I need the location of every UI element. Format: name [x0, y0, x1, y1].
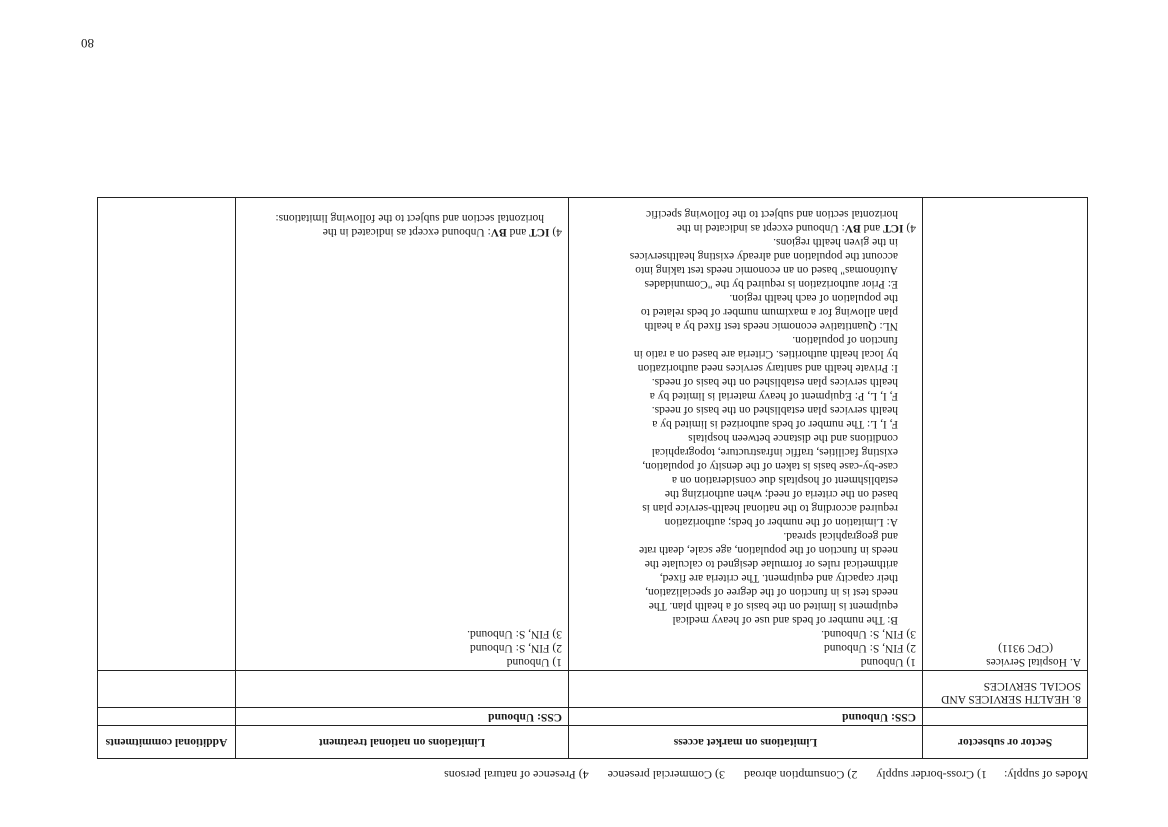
nt-mode-4: [242, 225, 562, 238]
sector-title: 8. HEALTH SERVICES AND SOCIAL SERVICES: [923, 671, 1088, 708]
ma-detail-line: arithmetical rules or formulae designed to calculate the: [644, 558, 898, 570]
national-treatment-cell: [236, 198, 569, 671]
ma-mode-2: 2) FIN, S: Unbound: [823, 642, 916, 654]
schedule-table: [97, 197, 1088, 759]
css-sector-cell: [923, 708, 1088, 726]
nt-mode-1: 1) Unbound: [506, 656, 562, 668]
nt-m4-ict: ICT: [529, 226, 550, 238]
nt-mode-3: 3) FIN, S: Unbound.: [467, 628, 562, 640]
ma-detail-line: F, I, L: The number of beds authorized is limited by a: [652, 418, 898, 430]
ma-detail-line: based on the criteria of need; when authorizing the: [664, 488, 898, 500]
ma-m4-ict: ICT: [883, 222, 904, 234]
subsector-cell: [923, 198, 1088, 671]
ma-m4-text2: horizontal section and subject to the following specific: [646, 208, 898, 220]
modes-heading: Modes of supply:: [1004, 768, 1088, 782]
additional-commitments-cell: [98, 198, 236, 671]
ma-detail-line: NL: Quantitative economic needs test fixed by a health: [644, 320, 898, 332]
ma-detail-line: needs in function of the population, age scale, death rate: [639, 544, 898, 556]
ma-detail-line: needs test is in function of the degree of specialization,: [645, 586, 898, 598]
ma-detail-line: I: Private health and sanitary services need authorization: [637, 362, 898, 374]
nt-m4-bv: BV: [490, 226, 507, 238]
ma-detail-line: plan allowing for a maximum number of beds related to: [640, 306, 898, 318]
header-additional: Additional commitments: [98, 726, 236, 759]
empty-cell: [236, 671, 569, 708]
ma-detail-line: the population of each health region.: [729, 292, 898, 304]
ma-detail-line: case-by-case basis is taken of the density of population,: [642, 460, 898, 472]
ma-detail-line: and geographical spread.: [783, 530, 898, 542]
header-national-treatment: Limitations on national treatment: [236, 726, 569, 759]
css-market: CSS: Unbound: [842, 711, 916, 723]
header-market-access: Limitations on market access: [569, 726, 923, 759]
ma-detail-line: E: Prior authorization is required by the "Comunidades: [644, 278, 898, 290]
empty-cell: [98, 671, 236, 708]
ma-m4-bv: BV: [844, 222, 861, 234]
css-row: [98, 708, 1088, 726]
ma-m4-label: 4): [906, 222, 916, 234]
ma-m4-text: : Unbound except as indicated in the: [676, 222, 845, 234]
css-additional-cell: [98, 708, 236, 726]
mode-item: 2) Consumption abroad: [744, 768, 858, 782]
ma-detail-line: by local health authorities. Criteria are based on a ratio in: [633, 348, 898, 360]
ma-mode-4: [575, 221, 916, 234]
nt-mode-2: 2) FIN, S: Unbound: [469, 642, 562, 654]
css-national: CSS: Unbound: [488, 711, 562, 723]
nt-m4-and: and: [509, 226, 527, 238]
ma-detail-line: existing facilities, traffic infrastructure, topographical: [651, 446, 898, 458]
subsector-title: A. Hospital Services: [986, 656, 1081, 668]
ma-detail-line: health services plan established on the basis of needs.: [651, 376, 898, 388]
mode-item: 4) Presence of natural persons: [444, 768, 589, 782]
nt-m4-label: 4): [552, 226, 562, 238]
table-header-row: [98, 726, 1088, 759]
nt-m4-text2: horizontal section and subject to the following limitations:: [275, 212, 544, 224]
ma-mode-1: 1) Unbound: [860, 656, 916, 668]
ma-detail-line: establishment of hospitals due consideration on a: [671, 474, 898, 486]
ma-detail-line: conditions and the distance between hospitals: [688, 432, 898, 444]
sector-title-row: [98, 671, 1088, 708]
subsector-cpc: (CPC 9311): [998, 642, 1053, 654]
css-national-cell: [236, 708, 569, 726]
ma-detail-line: A: Limitation of the number of beds; authorization: [664, 516, 898, 528]
nt-spacer: [242, 238, 562, 626]
ma-detail-line: function of population.: [792, 334, 898, 346]
hospital-services-row: [98, 198, 1088, 671]
mode-item: 1) Cross-border supply: [876, 768, 987, 782]
market-access-cell: [569, 198, 923, 671]
mode-item: 3) Commercial presence: [607, 768, 726, 782]
ma-detail-line: B: The number of beds and use of heavy medical: [672, 614, 898, 626]
css-market-cell: [569, 708, 923, 726]
page-number: 80: [81, 36, 94, 51]
ma-detail-line: in the given health regions.: [773, 236, 898, 248]
header-sector: Sector or subsector: [923, 726, 1088, 759]
ma-m4-and: and: [863, 222, 881, 234]
ma-detail-line: Autónomas" based on an economic needs test taking into: [635, 264, 898, 276]
ma-mode-3: 3) FIN, S: Unbound.: [821, 628, 916, 640]
ma-mode-3-details: [575, 235, 916, 626]
empty-cell: [569, 671, 923, 708]
modes-of-supply: [428, 767, 1088, 782]
ma-detail-line: F, I, L, P: Equipment of heavy material is limited by a: [649, 390, 898, 402]
ma-detail-line: account the population and already existing healthservices: [629, 250, 898, 262]
nt-m4-text: : Unbound except as indicated in the: [322, 226, 491, 238]
ma-detail-line: their capacity and equipment. The criteria are fixed,: [659, 572, 898, 584]
ma-detail-line: equipment is limited on the basis of a health plan. The: [648, 600, 898, 612]
ma-detail-line: required according to the national health-service plan is: [642, 502, 898, 514]
ma-detail-line: health services plan established on the basis of needs.: [651, 404, 898, 416]
